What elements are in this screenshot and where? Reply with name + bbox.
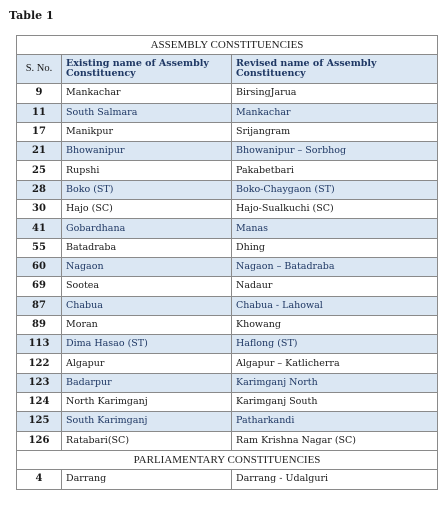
revised-name-cell: Dhing <box>232 238 438 257</box>
existing-name-cell: Sootea <box>62 277 232 296</box>
existing-name-cell: South Karimganj <box>62 412 232 431</box>
revised-name-cell: Nagaon – Batadraba <box>232 257 438 276</box>
revised-name-cell: Srijangram <box>232 122 438 141</box>
sno-cell: 4 <box>17 470 62 489</box>
revised-name-cell: Ram Krishna Nagar (SC) <box>232 431 438 450</box>
revised-name-cell: Haflong (ST) <box>232 335 438 354</box>
existing-name-cell: Chabua <box>62 296 232 315</box>
existing-name-cell: South Salmara <box>62 103 232 122</box>
sno-cell: 30 <box>17 200 62 219</box>
sno-cell: 9 <box>17 84 62 103</box>
revised-name-cell: Algapur – Katlicherra <box>232 354 438 373</box>
existing-name-cell: Manikpur <box>62 122 232 141</box>
revised-name-cell: Boko-Chaygaon (ST) <box>232 180 438 199</box>
existing-name-cell: Bhowanipur <box>62 142 232 161</box>
existing-name-cell: Nagaon <box>62 257 232 276</box>
sno-cell: 125 <box>17 412 62 431</box>
sno-cell: 11 <box>17 103 62 122</box>
revised-name-cell: Darrang - Udalguri <box>232 470 438 489</box>
revised-name-cell: Karimganj South <box>232 393 438 412</box>
sno-cell: 41 <box>17 219 62 238</box>
table-row <box>17 180 438 199</box>
existing-name-cell: Badarpur <box>62 373 232 392</box>
table-row <box>17 142 438 161</box>
revised-name-cell: Hajo-Sualkuchi (SC) <box>232 200 438 219</box>
existing-name-cell: Moran <box>62 315 232 334</box>
table-row <box>17 470 438 489</box>
table-row <box>17 161 438 180</box>
existing-name-cell: Algapur <box>62 354 232 373</box>
revised-name-cell: BirsingJarua <box>232 84 438 103</box>
existing-name-column-header: Existing name of Assembly Constituency <box>62 55 232 84</box>
assembly-section-title: ASSEMBLY CONSTITUENCIES <box>17 36 438 55</box>
table-row <box>17 431 438 450</box>
table-body <box>17 36 438 490</box>
existing-name-cell: Ratabari(SC) <box>62 431 232 450</box>
table-row <box>17 412 438 431</box>
table-row <box>17 122 438 141</box>
sno-cell: 89 <box>17 315 62 334</box>
table-row <box>17 200 438 219</box>
parliamentary-section-title: PARLIAMENTARY CONSTITUENCIES <box>17 450 438 469</box>
assembly-section-row <box>17 36 438 55</box>
table-row <box>17 84 438 103</box>
table-row <box>17 315 438 334</box>
sno-cell: 126 <box>17 431 62 450</box>
table-row <box>17 219 438 238</box>
parliamentary-section-row <box>17 450 438 469</box>
sno-cell: 21 <box>17 142 62 161</box>
existing-name-cell: Dima Hasao (ST) <box>62 335 232 354</box>
table-row <box>17 393 438 412</box>
existing-name-cell: Hajo (SC) <box>62 200 232 219</box>
revised-name-cell: Khowang <box>232 315 438 334</box>
sno-cell: 123 <box>17 373 62 392</box>
existing-name-cell: Darrang <box>62 470 232 489</box>
revised-name-cell: Patharkandi <box>232 412 438 431</box>
table-caption: Table 1 <box>9 9 54 22</box>
existing-name-cell: Rupshi <box>62 161 232 180</box>
sno-cell: 122 <box>17 354 62 373</box>
existing-name-cell: Batadraba <box>62 238 232 257</box>
sno-cell: 60 <box>17 257 62 276</box>
sno-cell: 25 <box>17 161 62 180</box>
revised-name-cell: Pakabetbari <box>232 161 438 180</box>
sno-column-header: S. No. <box>17 55 62 84</box>
sno-cell: 69 <box>17 277 62 296</box>
table-row <box>17 296 438 315</box>
column-header-row <box>17 55 438 84</box>
revised-name-cell: Bhowanipur – Sorbhog <box>232 142 438 161</box>
table-row <box>17 335 438 354</box>
existing-name-cell: Mankachar <box>62 84 232 103</box>
revised-name-cell: Mankachar <box>232 103 438 122</box>
table-row <box>17 354 438 373</box>
sno-cell: 28 <box>17 180 62 199</box>
table-row <box>17 277 438 296</box>
sno-cell: 87 <box>17 296 62 315</box>
table-row <box>17 103 438 122</box>
table-row <box>17 257 438 276</box>
constituency-table <box>16 35 438 490</box>
revised-name-cell: Nadaur <box>232 277 438 296</box>
revised-name-cell: Manas <box>232 219 438 238</box>
revised-name-column-header: Revised name of Assembly Constituency <box>232 55 438 84</box>
sno-cell: 124 <box>17 393 62 412</box>
existing-name-cell: Gobardhana <box>62 219 232 238</box>
revised-name-cell: Karimganj North <box>232 373 438 392</box>
sno-cell: 55 <box>17 238 62 257</box>
sno-cell: 17 <box>17 122 62 141</box>
table-row <box>17 373 438 392</box>
existing-name-cell: North Karimganj <box>62 393 232 412</box>
table-row <box>17 238 438 257</box>
sno-cell: 113 <box>17 335 62 354</box>
revised-name-cell: Chabua - Lahowal <box>232 296 438 315</box>
existing-name-cell: Boko (ST) <box>62 180 232 199</box>
